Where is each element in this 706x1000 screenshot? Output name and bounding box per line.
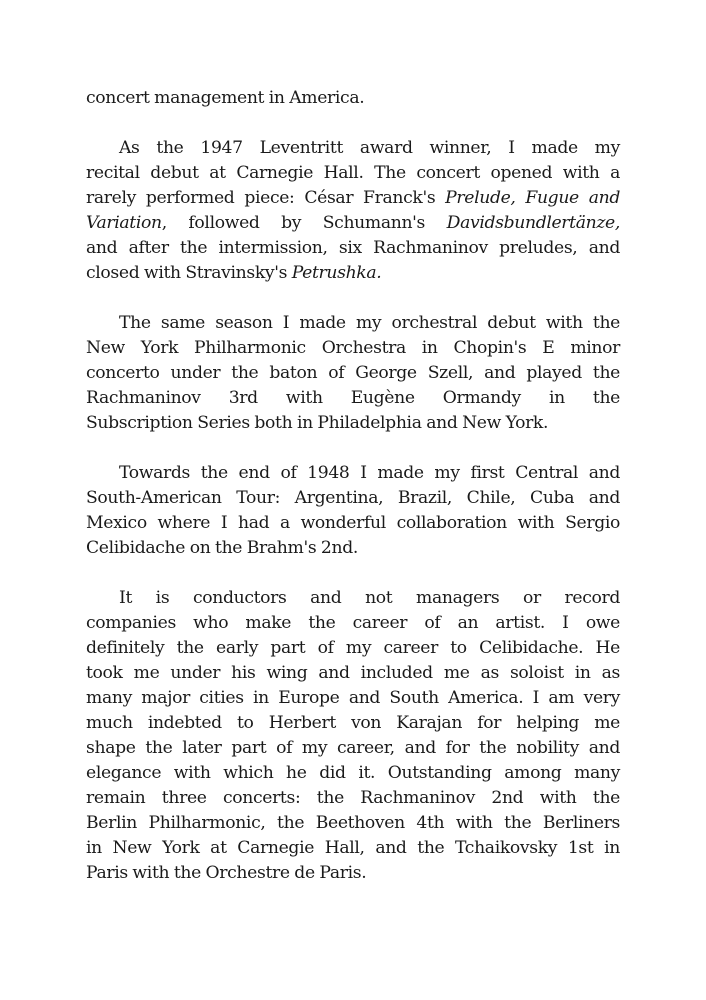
- text-line: [86, 386, 620, 411]
- text-segment: took me under his wing and included me as soloist in as: [86, 663, 620, 683]
- text-segment: and after the intermission, six Rachmaninov preludes, and: [86, 238, 620, 258]
- text-line: [86, 536, 620, 561]
- document-page: [86, 86, 620, 911]
- text-segment: shape the later part of my career, and for the nobility and: [86, 738, 620, 758]
- text-line: [86, 211, 620, 236]
- italic-title: Davidsbundlertänze,: [446, 213, 620, 233]
- text-line: [86, 161, 620, 186]
- text-segment: Subscription Series both in Philadelphia and New York.: [86, 413, 549, 433]
- text-line: [86, 486, 620, 511]
- text-segment: concerto under the baton of George Szell, and played the: [86, 363, 620, 383]
- text-segment: South-American Tour: Argentina, Brazil, Chile, Cuba and: [86, 488, 620, 508]
- text-segment: closed with Stravinsky's: [86, 263, 292, 283]
- text-segment: Rachmaninov 3rd with Eugène Ormandy in the: [86, 388, 620, 408]
- paragraph: [86, 586, 620, 886]
- text-segment: Berlin Philharmonic, the Beethoven 4th with the Berliners: [86, 813, 620, 833]
- text-segment: Celibidache on the Brahm's 2nd.: [86, 538, 358, 558]
- text-segment: Mexico where I had a wonderful collaboration with Sergio: [86, 513, 620, 533]
- text-line: [86, 461, 620, 486]
- text-line: [86, 636, 620, 661]
- paragraph: [86, 461, 620, 561]
- text-line: [86, 586, 620, 611]
- text-line: [86, 786, 620, 811]
- text-line: [86, 761, 620, 786]
- text-segment: many major cities in Europe and South America. I am very: [86, 688, 620, 708]
- text-line: [86, 261, 620, 286]
- text-line: [86, 336, 620, 361]
- text-line: [86, 236, 620, 261]
- text-segment: definitely the early part of my career to Celibidache. He: [86, 638, 620, 658]
- paragraph: [86, 311, 620, 436]
- text-segment: New York Philharmonic Orchestra in Chopin's E minor: [86, 338, 620, 358]
- text-line: [86, 736, 620, 761]
- text-line: [86, 711, 620, 736]
- text-segment: much indebted to Herbert von Karajan for helping me: [86, 713, 620, 733]
- text-segment: The same season I made my orchestral debut with the: [119, 313, 620, 333]
- text-segment: , followed by Schumann's: [161, 213, 447, 233]
- text-line: [86, 811, 620, 836]
- text-line: [86, 186, 620, 211]
- italic-title: Variation: [86, 213, 162, 233]
- text-segment: As the 1947 Leventritt award winner, I made my: [119, 138, 620, 158]
- text-segment: rarely performed piece: César Franck's: [86, 188, 446, 208]
- text-line: [86, 611, 620, 636]
- text-line: [86, 661, 620, 686]
- text-line: [86, 861, 620, 886]
- text-line: [86, 411, 620, 436]
- text-segment: Paris with the Orchestre de Paris.: [86, 863, 367, 883]
- text-line: [86, 361, 620, 386]
- italic-title: Petrushka.: [291, 263, 382, 283]
- text-segment: concert management in America.: [86, 88, 365, 108]
- text-line: [86, 86, 620, 111]
- text-segment: recital debut at Carnegie Hall. The concert opened with a: [86, 163, 620, 183]
- text-segment: Towards the end of 1948 I made my first Central and: [119, 463, 620, 483]
- text-segment: companies who make the career of an artist. I owe: [86, 613, 620, 633]
- text-segment: elegance with which he did it. Outstanding among many: [86, 763, 620, 783]
- text-line: [86, 686, 620, 711]
- text-segment: remain three concerts: the Rachmaninov 2nd with the: [86, 788, 620, 808]
- text-line: [86, 311, 620, 336]
- text-line: [86, 836, 620, 861]
- paragraph: [86, 86, 620, 111]
- text-segment: in New York at Carnegie Hall, and the Tchaikovsky 1st in: [86, 838, 620, 858]
- text-line: [86, 511, 620, 536]
- text-segment: It is conductors and not managers or record: [119, 588, 620, 608]
- text-line: [86, 136, 620, 161]
- paragraph: [86, 136, 620, 286]
- italic-title: Prelude, Fugue and: [445, 188, 621, 208]
